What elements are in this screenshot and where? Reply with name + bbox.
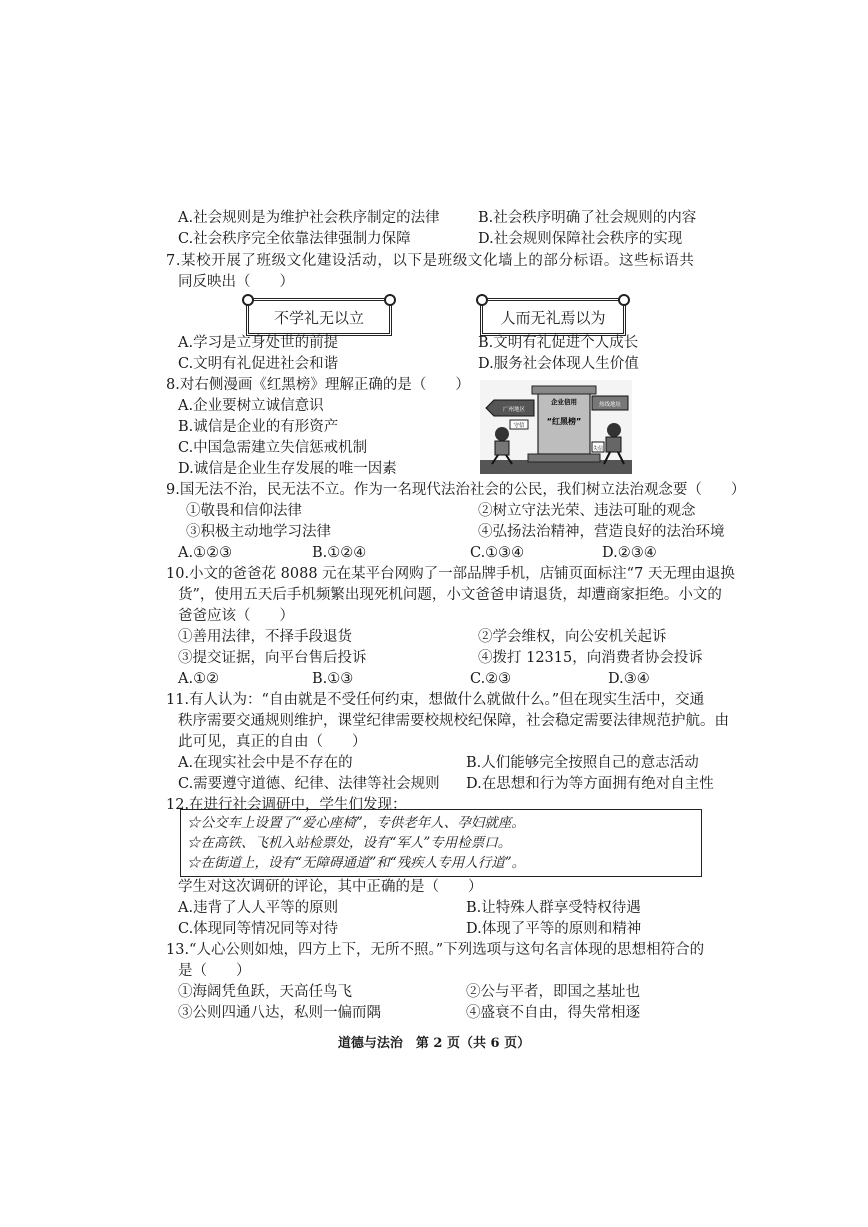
slogan-2-text: 人而无礼焉以为	[500, 308, 606, 327]
q13-statement-4: ④盛衰不自由，得失常相逐	[466, 1005, 640, 1021]
q7-option-b: B.文明有礼促进个人成长	[478, 335, 639, 351]
q10-statement-4: ④拨打 12315，向消费者协会投诉	[478, 650, 703, 666]
cartoon-tag-text: 守信	[513, 423, 525, 429]
q8-stem: 8.对右侧漫画《红黑榜》理解正确的是（ ）	[166, 377, 470, 393]
q11-stem-line1: 11.有人认为：“自由就是不受任何约束，想做什么就做什么。”但在现实生活中，交通	[166, 692, 705, 708]
q11-option-b: B.人们能够完全按照自己的意志活动	[466, 755, 699, 771]
q11-stem-line2: 秩序需要交通规则维护，课堂纪律需要校规校纪保障，社会稳定需要法律规范护航。由	[178, 713, 729, 729]
q11-option-c: C.需要遵守道德、纪律、法律等社会规则	[178, 776, 440, 792]
q6-option-d: D.社会规则保障社会秩序的实现	[478, 231, 683, 247]
q9-option-a: A.①②③	[178, 545, 233, 561]
q10-option-c: C.②③	[470, 671, 512, 687]
q12-option-d: D.体现了平等的原则和精神	[466, 921, 642, 937]
q11-option-d: D.在思想和行为等方面拥有绝对自主性	[466, 776, 714, 792]
q13-stem-line1: 13.“人心公则如烛，四方上下，无所不照。”下列选项与这句名言体现的思想相符合的	[166, 942, 705, 958]
q10-statement-2: ②学会维权，向公安机关起诉	[478, 629, 667, 645]
q12-followup: 学生对这次调研的评论，其中正确的是（ ）	[178, 879, 483, 895]
q7-option-a: A.学习是立身处世的前提	[178, 335, 339, 351]
q9-statement-4: ④弘扬法治精神，营造良好的法治环境	[478, 524, 725, 540]
q10-statement-1: ①善用法律，不择手段退货	[178, 629, 352, 645]
q7-stem-line2: 同反映出（ ）	[178, 274, 294, 290]
q7-stem-line1: 7.某校开展了班级文化建设活动，以下是班级文化墙上的部分标语。这些标语共	[166, 253, 695, 269]
q12-option-a: A.违背了人人平等的原则	[178, 900, 339, 916]
q6-option-a: A.社会规则是为维护社会秩序制定的法律	[178, 210, 440, 226]
q13-statement-2: ②公与平者，即国之基址也	[466, 984, 640, 1000]
q11-stem-line3: 此可见，真正的自由（ ）	[178, 734, 367, 750]
q10-stem-line2: 货”，使用五天后手机频繁出现死机问题，小文爸爸申请退货，却遭商家拒绝。小文的	[178, 587, 722, 603]
q8-option-c: C.中国急需建立失信惩戒机制	[178, 440, 368, 456]
q9-option-b: B.①②④	[312, 545, 367, 561]
q8-option-d: D.诚信是企业生存发展的唯一因素	[178, 461, 397, 477]
q13-statement-1: ①海阔凭鱼跃，天高任鸟飞	[178, 984, 352, 1000]
q10-option-b: B.①③	[312, 671, 354, 687]
q6-option-b: B.社会秩序明确了社会规则的内容	[478, 210, 697, 226]
cartoon-board-main-text: “红黑榜”	[546, 417, 582, 426]
q12-survey-box	[180, 809, 702, 877]
cartoon-right-figure-body	[606, 437, 621, 452]
q7-option-c: C.文明有礼促进社会和谐	[178, 356, 339, 372]
q9-statement-1: ①敬畏和信仰法律	[186, 503, 302, 519]
q9-statement-2: ②树立守法光荣、违法可耻的观念	[478, 503, 696, 519]
cartoon-right-figure-head	[607, 423, 621, 437]
slogan-box-2	[480, 298, 626, 336]
q10-stem-line1: 10.小文的爸爸花 8088 元在某平台网购了一部品牌手机，店铺页面标注“7 天无理由退换	[166, 566, 735, 582]
q12-option-b: B.让特殊人群享受特权待遇	[466, 900, 641, 916]
cartoon-board-top-text: 企业信用	[551, 398, 577, 406]
q12-survey-item-1: ☆公交车上设置了“爱心座椅”，专供老年人、孕妇就座。	[187, 815, 525, 831]
cartoon-left-figure-head	[495, 427, 509, 441]
page-footer: 道德与法治 第 2 页（共 6 页）	[337, 1036, 531, 1051]
q6-option-c: C.社会秩序完全依靠法律强制力保障	[178, 231, 411, 247]
q13-statement-3: ③公则四通八达，私则一偏而隅	[178, 1005, 381, 1021]
q13-stem-line2: 是（ ）	[178, 963, 251, 979]
cartoon-right-sign-text: 热线地址	[598, 402, 622, 408]
q12-survey-item-3: ☆在街道上，设有“无障碍通道”和“残疾人专用人行道”。	[187, 855, 526, 871]
q9-option-c: C.①③④	[470, 545, 525, 561]
cartoon-board-top	[532, 386, 596, 394]
slogan-box-1	[246, 298, 392, 336]
q8-option-a: A.企业要树立诚信意识	[178, 398, 324, 414]
q11-option-a: A.在现实社会中是不存在的	[178, 755, 353, 771]
q9-statement-3: ③积极主动地学习法律	[186, 524, 331, 540]
slogan-1-text: 不学礼无以立	[273, 308, 364, 327]
cartoon-board-base	[528, 454, 600, 462]
q8-option-b: B.诚信是企业的有形资产	[178, 419, 339, 435]
q10-statement-3: ③提交证据，向平台售后投诉	[178, 650, 367, 666]
q10-option-d: D.③④	[608, 671, 650, 687]
q9-option-d: D.②③④	[602, 545, 657, 561]
q12-option-c: C.体现同等情况同等对待	[178, 921, 339, 937]
q10-stem-line3: 爸爸应该（ ）	[178, 608, 294, 624]
q12-stem: 12.在进行社会调研中，学生们发现：	[166, 797, 407, 813]
q12-survey-item-2: ☆在高铁、飞机入站检票处，设有“军人”专用检票口。	[187, 835, 512, 851]
q10-option-a: A.①②	[178, 671, 220, 687]
cartoon-bag-text: 失信	[592, 446, 604, 452]
q7-option-d: D.服务社会体现人生价值	[478, 356, 639, 372]
cartoon-red-black-list	[480, 380, 632, 474]
q9-stem: 9.国无法不治，民无法不立。作为一名现代法治社会的公民，我们树立法治观念要（ ）	[166, 482, 746, 498]
cartoon-left-sign-text: 广州地区	[502, 407, 526, 413]
cartoon-left-figure-body	[495, 441, 509, 455]
